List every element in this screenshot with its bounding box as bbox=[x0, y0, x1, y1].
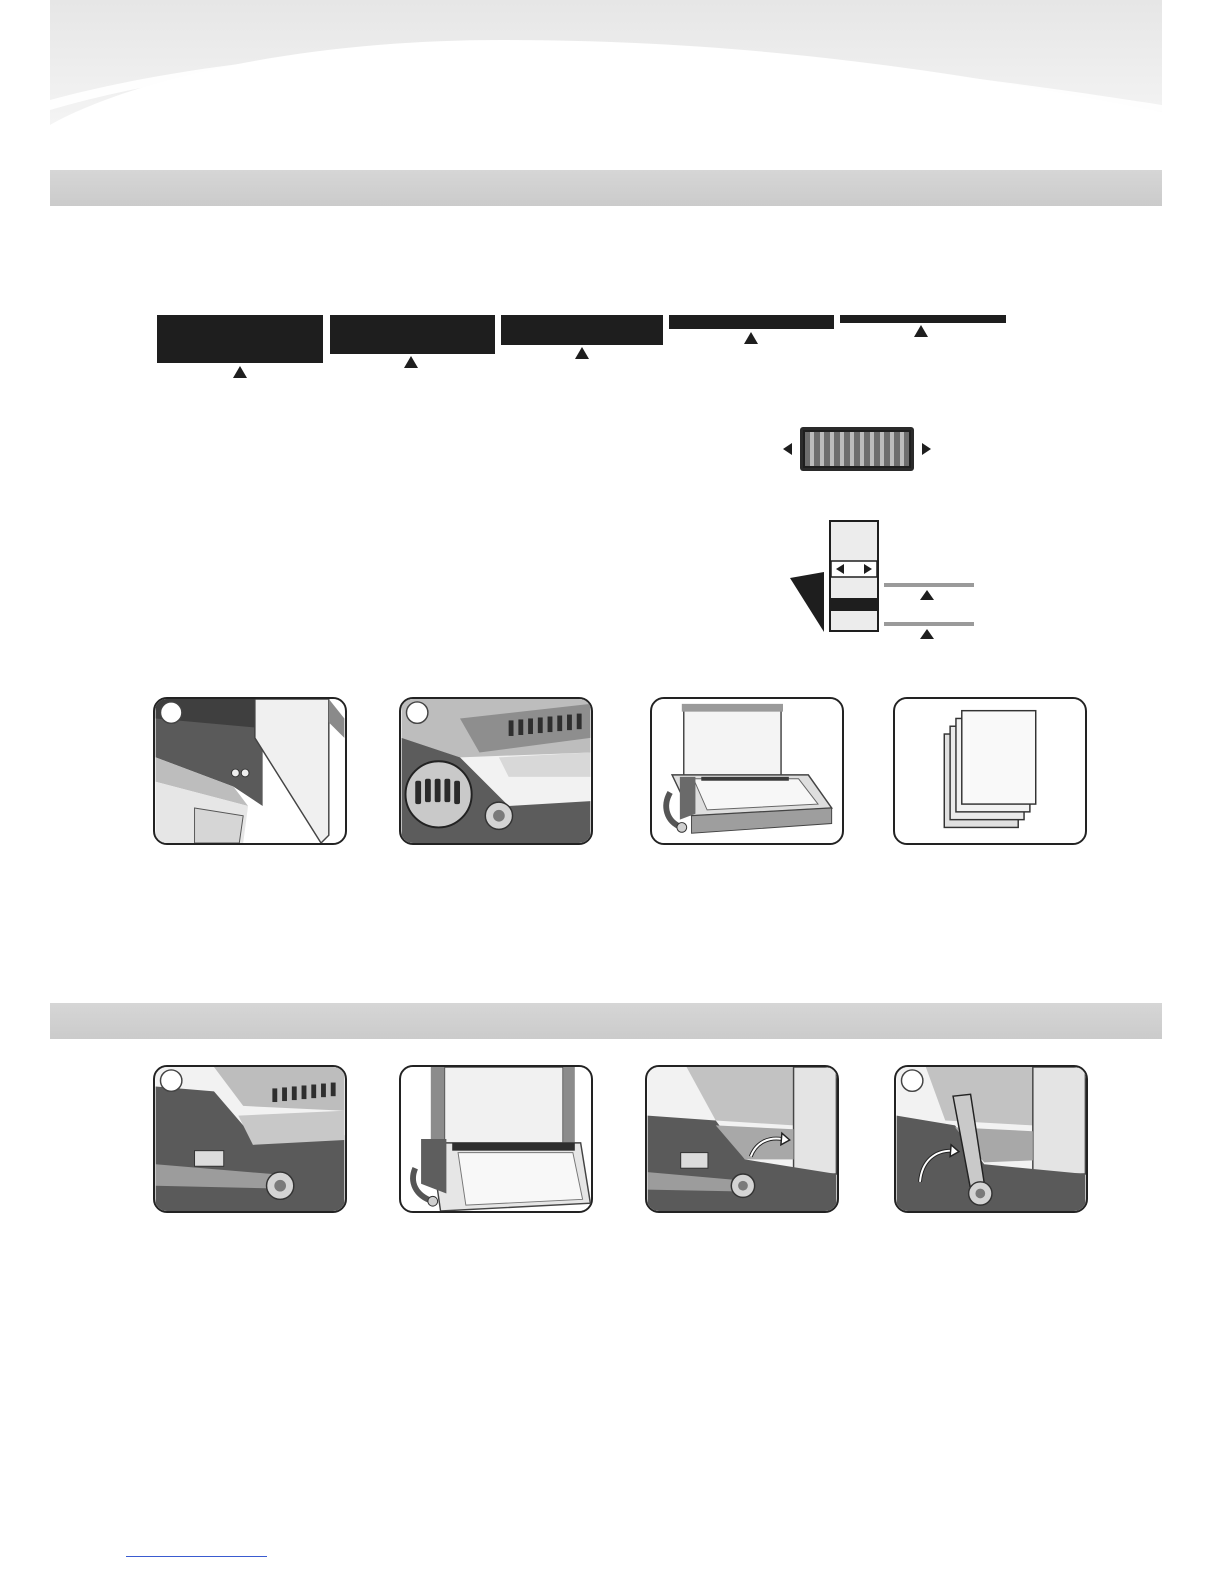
gauge-marker-2 bbox=[920, 629, 934, 639]
paper-stack-illustration bbox=[895, 699, 1085, 843]
step-number-badge bbox=[160, 702, 181, 723]
arrow-right-icon bbox=[922, 443, 931, 455]
header-wave bbox=[50, 0, 1162, 130]
arrow-left-icon bbox=[783, 443, 792, 455]
gauge-marker-1 bbox=[920, 590, 934, 600]
section-header-bar-1 bbox=[50, 170, 1162, 206]
size-bar-3 bbox=[501, 315, 663, 345]
size-marker-1 bbox=[233, 366, 247, 378]
pin-selector-illustration bbox=[401, 699, 591, 843]
step-number-badge bbox=[901, 1070, 922, 1091]
step-panel-8 bbox=[894, 1065, 1088, 1213]
step-panel-7 bbox=[645, 1065, 839, 1213]
binding-machine-illustration bbox=[652, 699, 842, 843]
size-bar-2 bbox=[330, 315, 495, 354]
step-panel-1 bbox=[153, 697, 347, 845]
section-header-bar-2 bbox=[50, 1003, 1162, 1039]
lever-open-illustration bbox=[647, 1067, 837, 1211]
comb-opener-illustration bbox=[155, 1067, 345, 1211]
comb-placement-illustration bbox=[401, 1067, 591, 1211]
size-bar-5 bbox=[840, 315, 1006, 323]
margin-guide-illustration bbox=[155, 699, 345, 843]
size-marker-2 bbox=[404, 356, 418, 368]
step-panel-6 bbox=[399, 1065, 593, 1213]
step-panel-4 bbox=[893, 697, 1087, 845]
step-number-badge bbox=[160, 1070, 181, 1091]
adjustment-dial-icon bbox=[780, 424, 934, 474]
lever-close-illustration bbox=[896, 1067, 1086, 1211]
step-panel-3 bbox=[650, 697, 844, 845]
step-number-badge bbox=[406, 702, 427, 723]
size-bar-4 bbox=[669, 315, 834, 329]
size-bar-1 bbox=[157, 315, 323, 363]
footnote-link-underline bbox=[126, 1556, 267, 1557]
size-marker-5 bbox=[914, 325, 928, 337]
size-marker-4 bbox=[744, 332, 758, 344]
size-marker-3 bbox=[575, 347, 589, 359]
thickness-gauge-icon bbox=[786, 518, 978, 644]
step-panel-5 bbox=[153, 1065, 347, 1213]
step-panel-2 bbox=[399, 697, 593, 845]
